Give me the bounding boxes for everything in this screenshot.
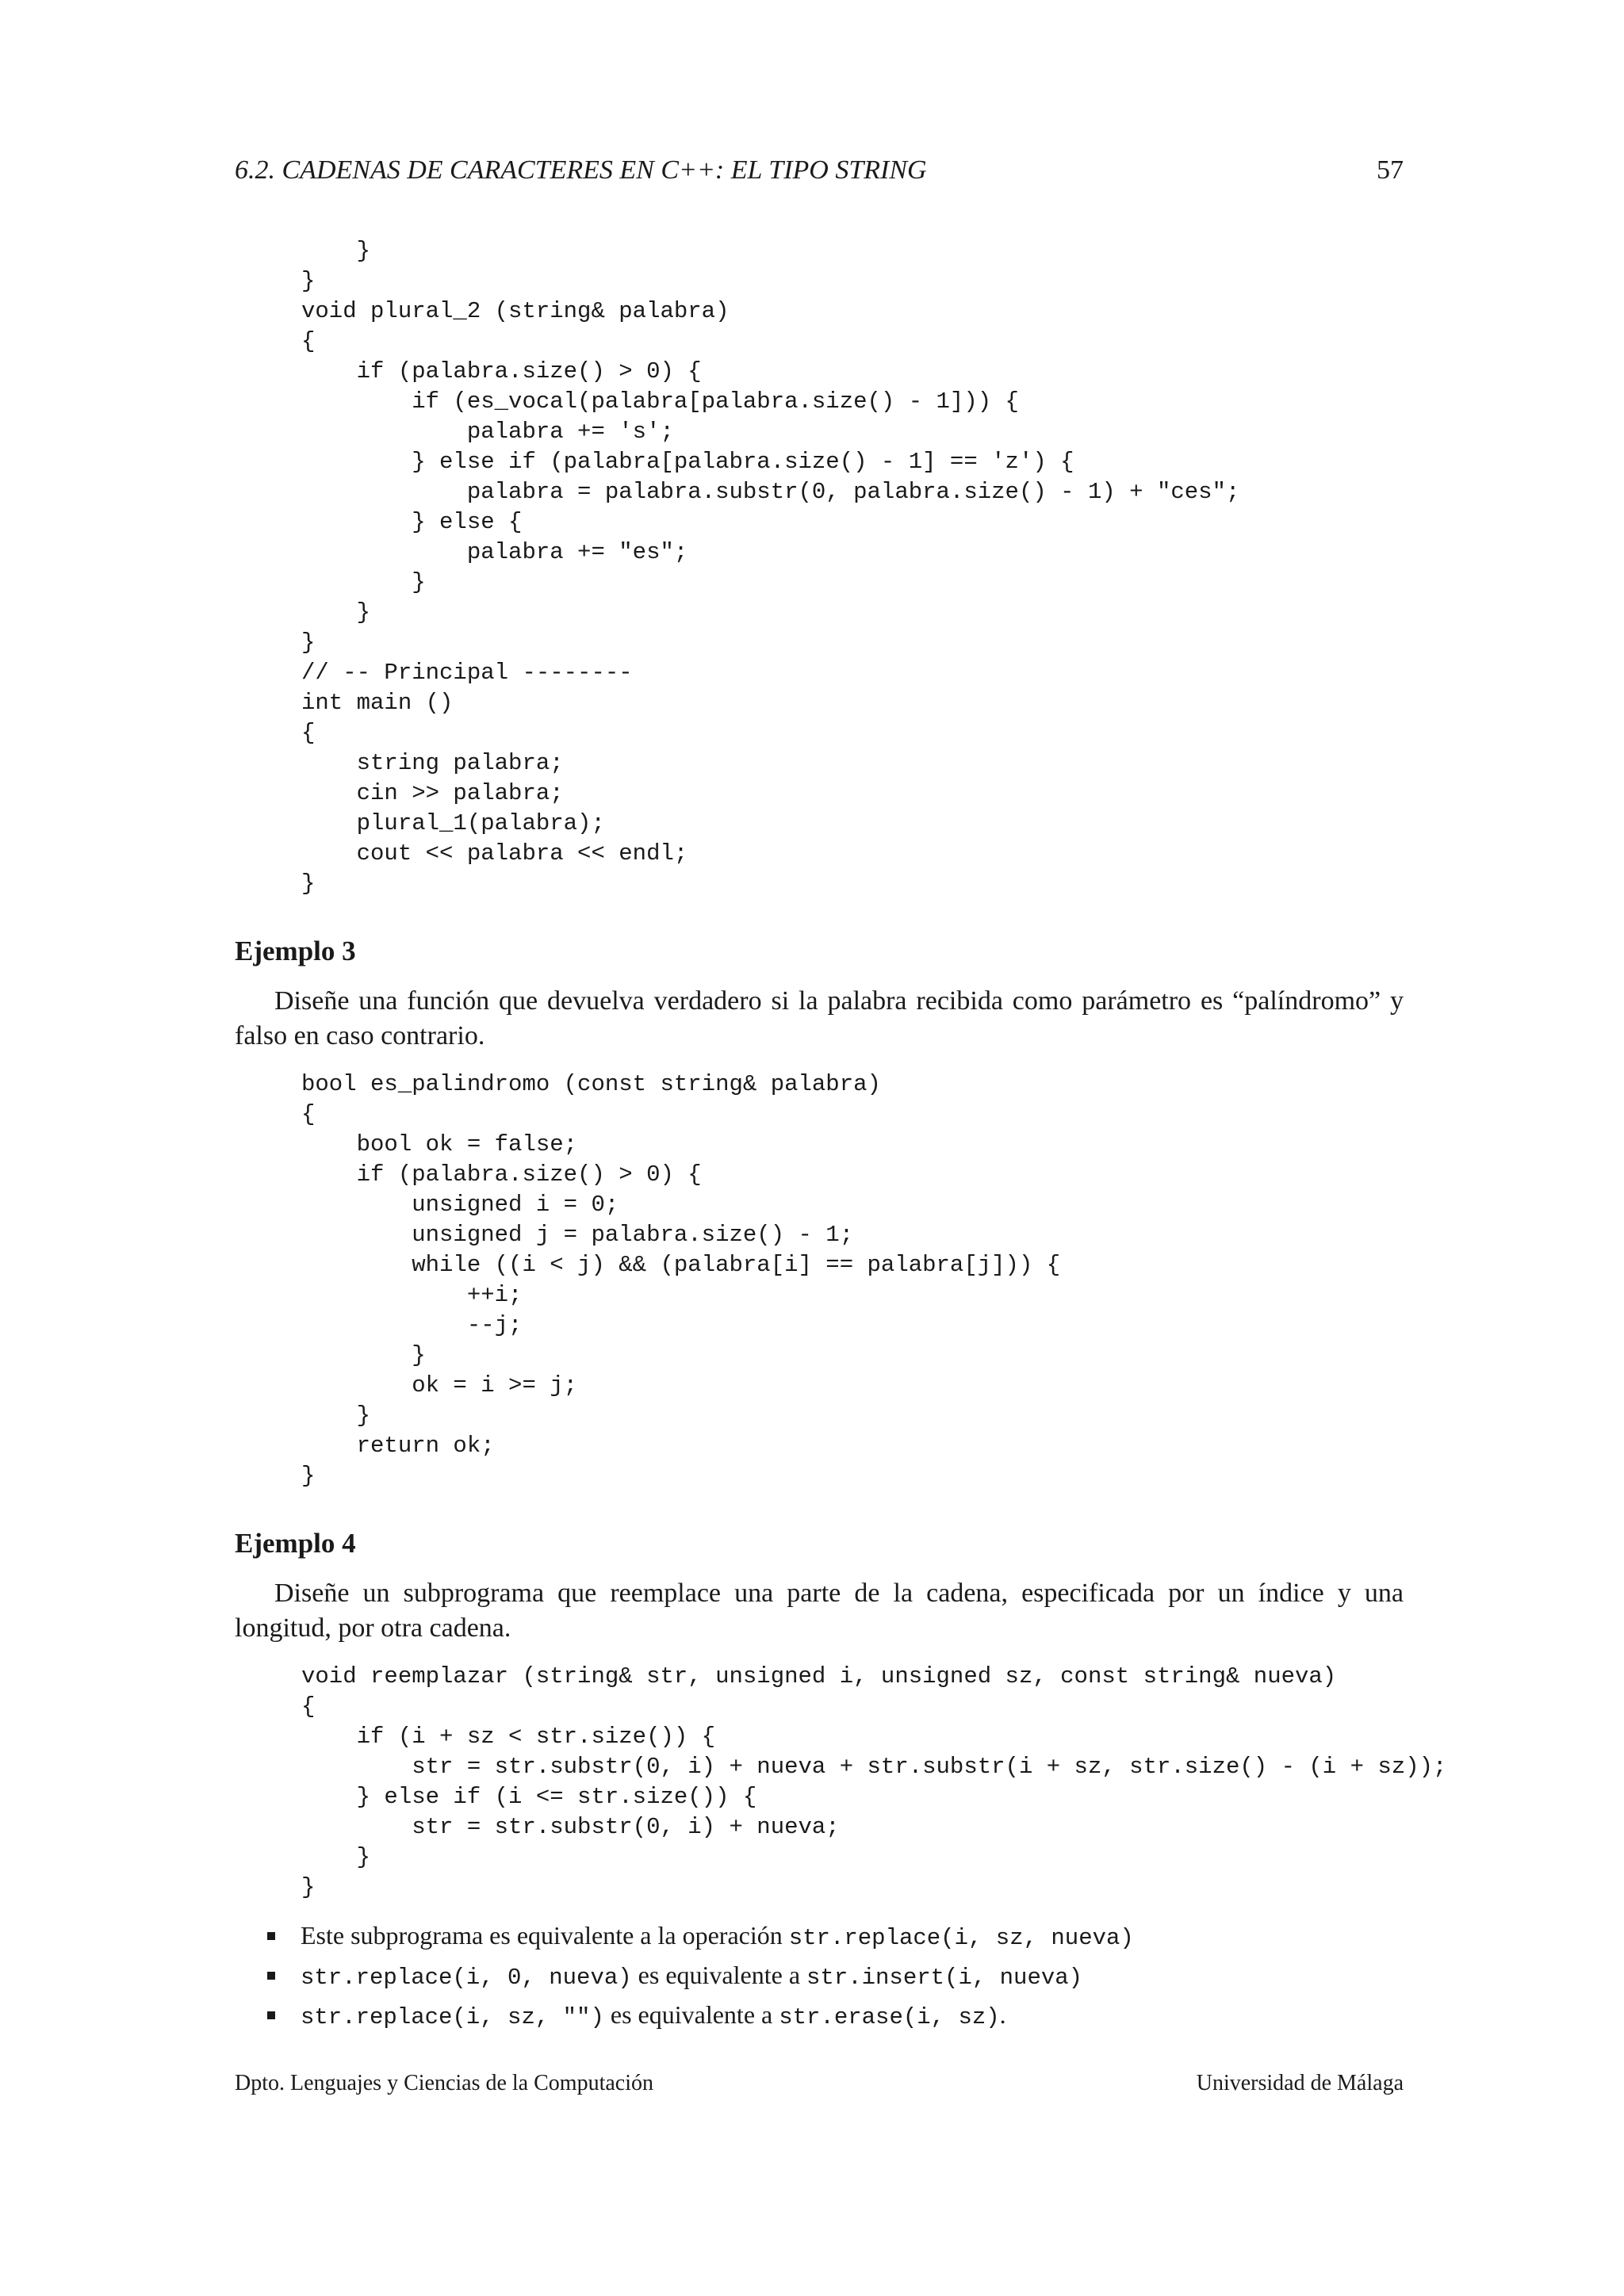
footer-department: Dpto. Lenguajes y Ciencias de la Computación (235, 2071, 653, 2095)
code-line: } (301, 238, 371, 264)
code-line: plural_1(palabra); (301, 810, 605, 836)
page-header (235, 155, 1404, 193)
code-line: } (301, 1402, 371, 1429)
code-line: } (301, 1844, 371, 1870)
code-line: while ((i < j) && (palabra[i] == palabra[j])) { (301, 1252, 1061, 1278)
code-line: } else if (i <= str.size()) { (301, 1784, 757, 1810)
code-block-plural-main (301, 236, 1239, 899)
code-block-es-palindromo (301, 1070, 1060, 1491)
page-footer (235, 2071, 1404, 2106)
bullet-item (264, 1915, 1134, 1955)
inline-code: str.insert(i, nueva) (806, 1965, 1083, 1991)
code-line: } (301, 1463, 316, 1489)
code-line: palabra += "es"; (301, 539, 688, 565)
code-line: unsigned i = 0; (301, 1192, 619, 1218)
code-line: --j; (301, 1312, 523, 1338)
code-line: string palabra; (301, 750, 564, 776)
code-line: // -- Principal -------- (301, 660, 633, 686)
bullet-text: . (999, 2000, 1006, 2029)
code-line: if (palabra.size() > 0) { (301, 358, 702, 385)
bullet-item (264, 1955, 1134, 1995)
code-line: { (301, 720, 316, 746)
code-line: } (301, 569, 426, 595)
code-line: } (301, 599, 371, 626)
code-block-reemplazar (301, 1662, 1446, 1903)
example-4-description: Diseñe un subprograma que reemplace una parte de la cadena, especificada por un índice y una longitud, por otra cadena. (235, 1578, 1404, 1643)
code-line: } (301, 1342, 426, 1368)
bullet-text: Este subprograma es equivalente a la operación (301, 1921, 789, 1950)
page-number: 57 (1377, 155, 1404, 185)
code-line: { (301, 1101, 316, 1127)
code-line: } (301, 268, 316, 294)
code-line: int main () (301, 690, 454, 716)
bullet-text: es equivalente a (603, 2000, 779, 2029)
code-line: { (301, 328, 316, 354)
code-line: ok = i >= j; (301, 1372, 578, 1399)
inline-code: str.replace(i, sz, nueva) (788, 1925, 1134, 1951)
code-line: void plural_2 (string& palabra) (301, 298, 730, 324)
square-bullet-icon (267, 2011, 275, 2019)
code-line: cout << palabra << endl; (301, 840, 688, 867)
code-line: return ok; (301, 1433, 495, 1459)
inline-code: str.replace(i, sz, "") (301, 2004, 604, 2030)
code-line: palabra += 's'; (301, 419, 674, 445)
code-line: { (301, 1693, 316, 1720)
equivalence-bullet-list (264, 1915, 1134, 2034)
code-line: if (palabra.size() > 0) { (301, 1161, 702, 1188)
code-line: bool es_palindromo (const string& palabra) (301, 1071, 881, 1097)
example-3-heading: Ejemplo 3 (235, 936, 356, 966)
square-bullet-icon (267, 1932, 275, 1940)
example-4-heading: Ejemplo 4 (235, 1528, 356, 1559)
code-line: cin >> palabra; (301, 780, 564, 806)
code-line: } else { (301, 509, 523, 535)
code-line: str = str.substr(0, i) + nueva; (301, 1814, 840, 1840)
code-line: ++i; (301, 1282, 523, 1308)
footer-university: Universidad de Málaga (1196, 2071, 1404, 2095)
bullet-text: es equivalente a (631, 1961, 807, 1989)
code-line: } (301, 871, 316, 897)
code-line: unsigned j = palabra.size() - 1; (301, 1222, 854, 1248)
code-line: void reemplazar (string& str, unsigned i, unsigned sz, const string& nueva) (301, 1663, 1337, 1689)
code-line: } else if (palabra[palabra.size() - 1] == 'z') { (301, 449, 1074, 475)
example-3-description: Diseñe una función que devuelva verdadero si la palabra recibida como parámetro es “palíndromo” y falso en caso contrario. (235, 986, 1404, 1050)
square-bullet-icon (267, 1972, 275, 1980)
code-line: bool ok = false; (301, 1131, 578, 1158)
inline-code: str.erase(i, sz) (779, 2004, 1000, 2030)
code-line: if (es_vocal(palabra[palabra.size() - 1])) { (301, 388, 1019, 415)
inline-code: str.replace(i, 0, nueva) (301, 1965, 632, 1991)
code-line: } (301, 629, 316, 656)
code-line: if (i + sz < str.size()) { (301, 1724, 716, 1750)
running-section-title: 6.2. CADENAS DE CARACTERES EN C++: EL TIPO STRING (235, 155, 927, 185)
code-line: } (301, 1874, 316, 1900)
code-line: palabra = palabra.substr(0, palabra.size() - 1) + "ces"; (301, 479, 1240, 505)
code-line: str = str.substr(0, i) + nueva + str.substr(i + sz, str.size() - (i + sz)); (301, 1754, 1447, 1780)
bullet-item (264, 1995, 1134, 2034)
